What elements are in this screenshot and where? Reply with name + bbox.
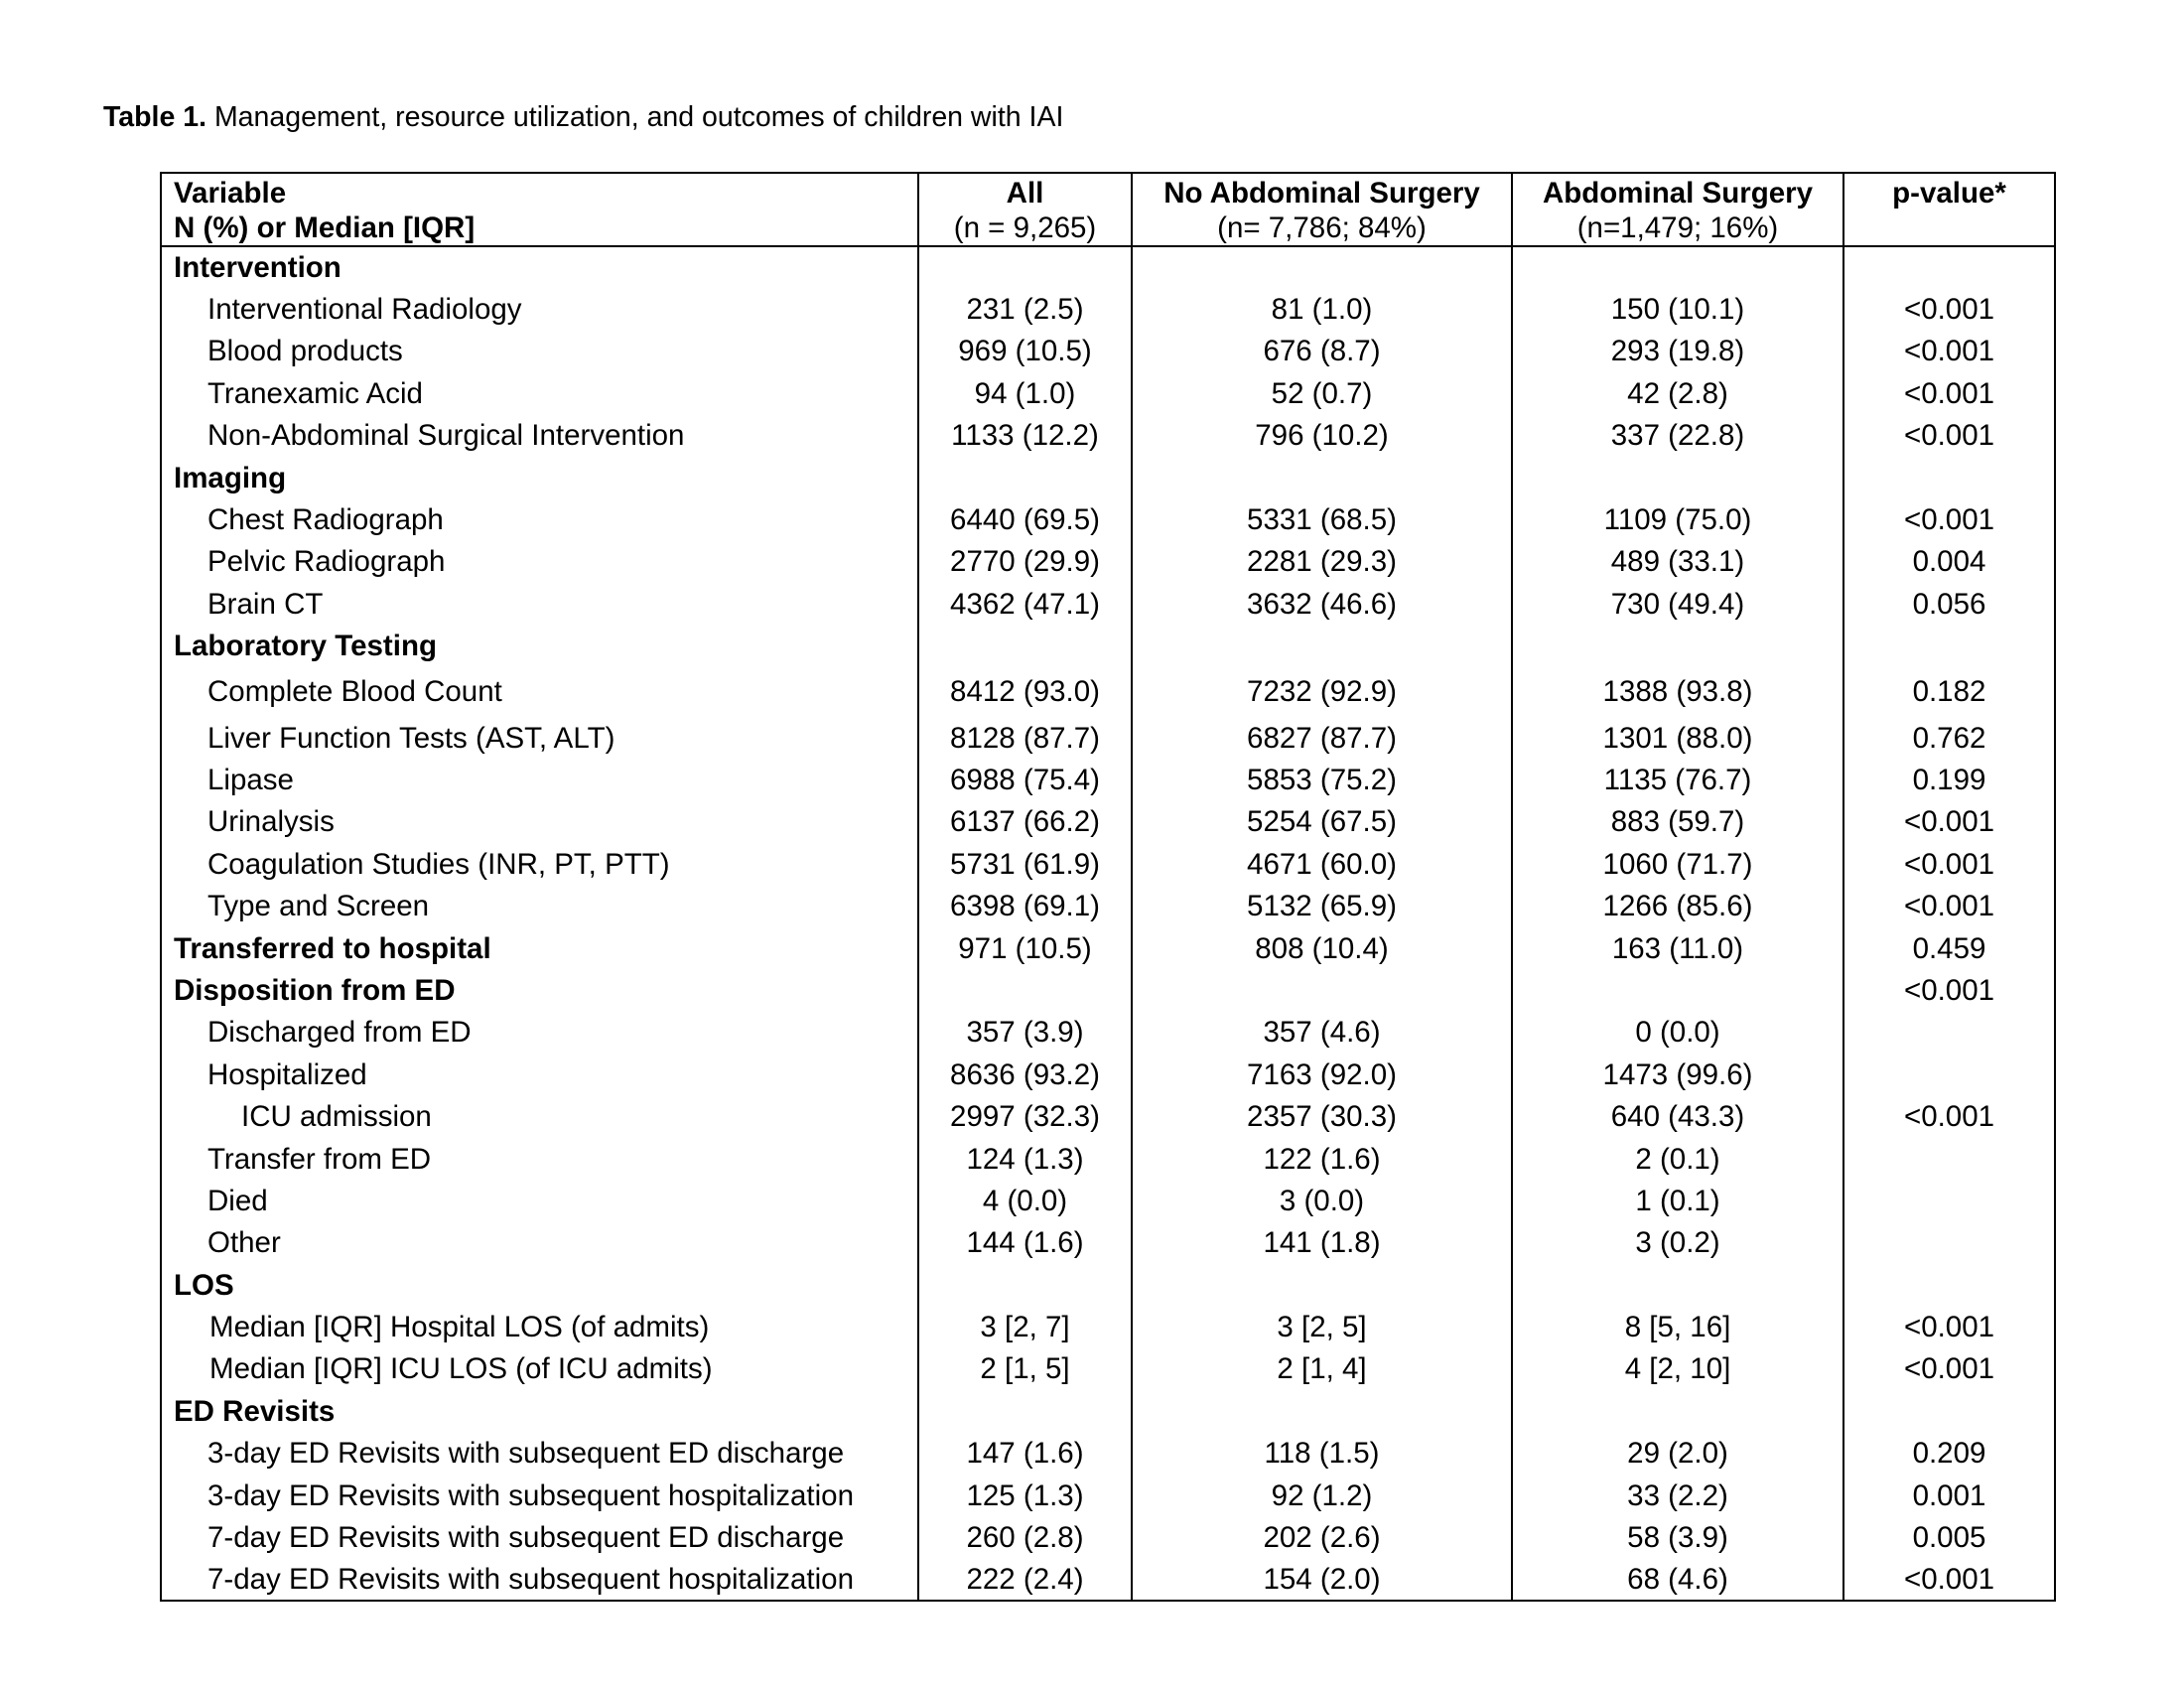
surgery-cell: 3 (0.2): [1512, 1222, 1843, 1264]
results-table: [160, 172, 2056, 1602]
variable-cell: ED Revisits: [161, 1390, 918, 1432]
surgery-cell: 883 (59.7): [1512, 801, 1843, 843]
table-row: [161, 583, 2055, 625]
p-value-cell: <0.001: [1843, 801, 2055, 843]
surgery-cell: 640 (43.3): [1512, 1095, 1843, 1137]
header-line1: Variable: [174, 177, 287, 210]
table-row: [161, 717, 2055, 759]
no-surgery-cell: 4671 (60.0): [1132, 843, 1512, 885]
no-surgery-cell: 52 (0.7): [1132, 372, 1512, 414]
all-cell: 231 (2.5): [918, 288, 1132, 330]
variable-cell: Discharged from ED: [161, 1012, 918, 1054]
no-surgery-cell: 2281 (29.3): [1132, 541, 1512, 583]
p-value-cell: <0.001: [1843, 415, 2055, 457]
variable-cell: Transfer from ED: [161, 1138, 918, 1180]
surgery-cell: 42 (2.8): [1512, 372, 1843, 414]
variable-cell: Blood products: [161, 331, 918, 372]
variable-cell: Died: [161, 1180, 918, 1221]
p-value-cell: <0.001: [1843, 331, 2055, 372]
surgery-cell: 68 (4.6): [1512, 1559, 1843, 1601]
variable-cell: 7-day ED Revisits with subsequent ED discharge: [161, 1516, 918, 1558]
header-line1: All: [1006, 177, 1044, 210]
header-line2: (n = 9,265): [953, 211, 1097, 244]
p-value-cell: 0.459: [1843, 927, 2055, 969]
all-cell: 6137 (66.2): [918, 801, 1132, 843]
all-cell: 94 (1.0): [918, 372, 1132, 414]
variable-cell: Interventional Radiology: [161, 288, 918, 330]
surgery-cell: 58 (3.9): [1512, 1516, 1843, 1558]
table-row: [161, 1475, 2055, 1516]
header-line1: No Abdominal Surgery: [1163, 177, 1480, 210]
all-cell: 125 (1.3): [918, 1475, 1132, 1516]
no-surgery-cell: 796 (10.2): [1132, 415, 1512, 457]
table-body: [161, 246, 2055, 1601]
table-row: [161, 1559, 2055, 1601]
p-value-cell: 0.004: [1843, 541, 2055, 583]
table-row: [161, 801, 2055, 843]
p-value-cell: [1843, 1222, 2055, 1264]
header-all: [918, 173, 1132, 246]
variable-cell: Type and Screen: [161, 885, 918, 926]
header-p-value: [1843, 173, 2055, 246]
table-row: [161, 667, 2055, 717]
table-row: [161, 885, 2055, 926]
all-cell: 260 (2.8): [918, 1516, 1132, 1558]
p-value-cell: [1843, 457, 2055, 498]
table-row: [161, 1516, 2055, 1558]
header-no-abdominal-surgery: [1132, 173, 1512, 246]
table-row: [161, 1054, 2055, 1095]
p-value-cell: [1843, 1054, 2055, 1095]
table-section-row: [161, 1264, 2055, 1306]
variable-cell: Median [IQR] ICU LOS (of ICU admits): [161, 1348, 918, 1390]
all-cell: 2770 (29.9): [918, 541, 1132, 583]
header-line2: (n=1,479; 16%): [1576, 211, 1779, 244]
caption-label: Table 1.: [103, 101, 207, 133]
p-value-cell: <0.001: [1843, 843, 2055, 885]
no-surgery-cell: 3632 (46.6): [1132, 583, 1512, 625]
table-section-row: [161, 457, 2055, 498]
no-surgery-cell: [1132, 969, 1512, 1011]
table-row: [161, 759, 2055, 800]
variable-cell: 3-day ED Revisits with subsequent hospitalization: [161, 1475, 918, 1516]
surgery-cell: 33 (2.2): [1512, 1475, 1843, 1516]
p-value-cell: <0.001: [1843, 1095, 2055, 1137]
surgery-cell: 1 (0.1): [1512, 1180, 1843, 1221]
no-surgery-cell: 5331 (68.5): [1132, 498, 1512, 540]
all-cell: 971 (10.5): [918, 927, 1132, 969]
no-surgery-cell: 5853 (75.2): [1132, 759, 1512, 800]
table-row: [161, 498, 2055, 540]
no-surgery-cell: 676 (8.7): [1132, 331, 1512, 372]
surgery-cell: 1109 (75.0): [1512, 498, 1843, 540]
p-value-cell: <0.001: [1843, 1348, 2055, 1390]
table-row: [161, 541, 2055, 583]
header-abdominal-surgery: [1512, 173, 1843, 246]
surgery-cell: [1512, 969, 1843, 1011]
all-cell: 5731 (61.9): [918, 843, 1132, 885]
all-cell: [918, 246, 1132, 288]
surgery-cell: [1512, 626, 1843, 667]
surgery-cell: 1473 (99.6): [1512, 1054, 1843, 1095]
surgery-cell: 337 (22.8): [1512, 415, 1843, 457]
variable-cell: Chest Radiograph: [161, 498, 918, 540]
no-surgery-cell: 5254 (67.5): [1132, 801, 1512, 843]
variable-cell: Other: [161, 1222, 918, 1264]
variable-cell: Disposition from ED: [161, 969, 918, 1011]
all-cell: 4362 (47.1): [918, 583, 1132, 625]
no-surgery-cell: 141 (1.8): [1132, 1222, 1512, 1264]
surgery-cell: 293 (19.8): [1512, 331, 1843, 372]
p-value-cell: <0.001: [1843, 1306, 2055, 1347]
p-value-cell: 0.001: [1843, 1475, 2055, 1516]
all-cell: 4 (0.0): [918, 1180, 1132, 1221]
table-row: [161, 288, 2055, 330]
no-surgery-cell: 808 (10.4): [1132, 927, 1512, 969]
table-section-row: [161, 927, 2055, 969]
all-cell: 2 [1, 5]: [918, 1348, 1132, 1390]
table-row: [161, 1138, 2055, 1180]
table-row: [161, 1306, 2055, 1347]
header-line1: Abdominal Surgery: [1542, 177, 1814, 210]
variable-cell: Tranexamic Acid: [161, 372, 918, 414]
all-cell: 144 (1.6): [918, 1222, 1132, 1264]
surgery-cell: 1388 (93.8): [1512, 667, 1843, 717]
p-value-cell: <0.001: [1843, 969, 2055, 1011]
all-cell: [918, 969, 1132, 1011]
variable-cell: Hospitalized: [161, 1054, 918, 1095]
no-surgery-cell: 154 (2.0): [1132, 1559, 1512, 1601]
table-section-row: [161, 1390, 2055, 1432]
surgery-cell: 1135 (76.7): [1512, 759, 1843, 800]
table-row: [161, 843, 2055, 885]
variable-cell: Lipase: [161, 759, 918, 800]
table-row: [161, 331, 2055, 372]
no-surgery-cell: 3 [2, 5]: [1132, 1306, 1512, 1347]
p-value-cell: [1843, 1264, 2055, 1306]
header-line2: N (%) or Median [IQR]: [174, 211, 476, 244]
table-row: [161, 1012, 2055, 1054]
table-row: [161, 1222, 2055, 1264]
no-surgery-cell: [1132, 1264, 1512, 1306]
no-surgery-cell: 122 (1.6): [1132, 1138, 1512, 1180]
variable-cell: Laboratory Testing: [161, 626, 918, 667]
p-value-cell: 0.209: [1843, 1433, 2055, 1475]
all-cell: 357 (3.9): [918, 1012, 1132, 1054]
p-value-cell: <0.001: [1843, 372, 2055, 414]
variable-cell: LOS: [161, 1264, 918, 1306]
variable-cell: Brain CT: [161, 583, 918, 625]
p-value-cell: 0.199: [1843, 759, 2055, 800]
variable-cell: Median [IQR] Hospital LOS (of admits): [161, 1306, 918, 1347]
table-header: [161, 173, 2055, 246]
p-value-cell: [1843, 626, 2055, 667]
variable-cell: Imaging: [161, 457, 918, 498]
surgery-cell: 1266 (85.6): [1512, 885, 1843, 926]
caption-text: Management, resource utilization, and outcomes of children with IAI: [213, 101, 1064, 133]
table-row: [161, 415, 2055, 457]
table-section-row: [161, 969, 2055, 1011]
table-row: [161, 372, 2055, 414]
all-cell: 8636 (93.2): [918, 1054, 1132, 1095]
variable-cell: Liver Function Tests (AST, ALT): [161, 717, 918, 759]
header-line1: p-value*: [1892, 177, 2006, 210]
surgery-cell: 1301 (88.0): [1512, 717, 1843, 759]
all-cell: 124 (1.3): [918, 1138, 1132, 1180]
all-cell: 8128 (87.7): [918, 717, 1132, 759]
no-surgery-cell: 2357 (30.3): [1132, 1095, 1512, 1137]
no-surgery-cell: 2 [1, 4]: [1132, 1348, 1512, 1390]
surgery-cell: 1060 (71.7): [1512, 843, 1843, 885]
variable-cell: Transferred to hospital: [161, 927, 918, 969]
variable-cell: Urinalysis: [161, 801, 918, 843]
all-cell: 8412 (93.0): [918, 667, 1132, 717]
table-row: [161, 1433, 2055, 1475]
all-cell: 6440 (69.5): [918, 498, 1132, 540]
p-value-cell: <0.001: [1843, 288, 2055, 330]
all-cell: 6988 (75.4): [918, 759, 1132, 800]
variable-cell: 3-day ED Revisits with subsequent ED discharge: [161, 1433, 918, 1475]
surgery-cell: 730 (49.4): [1512, 583, 1843, 625]
surgery-cell: 489 (33.1): [1512, 541, 1843, 583]
surgery-cell: 4 [2, 10]: [1512, 1348, 1843, 1390]
table-section-row: [161, 246, 2055, 288]
no-surgery-cell: 7232 (92.9): [1132, 667, 1512, 717]
header-line2: (n= 7,786; 84%): [1217, 211, 1427, 244]
no-surgery-cell: [1132, 626, 1512, 667]
table-row: [161, 1095, 2055, 1137]
variable-cell: Non-Abdominal Surgical Intervention: [161, 415, 918, 457]
all-cell: [918, 457, 1132, 498]
surgery-cell: 29 (2.0): [1512, 1433, 1843, 1475]
p-value-cell: [1843, 1138, 2055, 1180]
p-value-cell: [1843, 1390, 2055, 1432]
table-caption: [103, 101, 1063, 134]
p-value-cell: [1843, 1012, 2055, 1054]
p-value-cell: <0.001: [1843, 1559, 2055, 1601]
header-variable: [161, 173, 918, 246]
surgery-cell: 8 [5, 16]: [1512, 1306, 1843, 1347]
surgery-cell: 0 (0.0): [1512, 1012, 1843, 1054]
surgery-cell: 150 (10.1): [1512, 288, 1843, 330]
all-cell: [918, 1264, 1132, 1306]
all-cell: 3 [2, 7]: [918, 1306, 1132, 1347]
no-surgery-cell: 5132 (65.9): [1132, 885, 1512, 926]
all-cell: 2997 (32.3): [918, 1095, 1132, 1137]
surgery-cell: [1512, 246, 1843, 288]
surgery-cell: [1512, 457, 1843, 498]
table-section-row: [161, 626, 2055, 667]
all-cell: [918, 626, 1132, 667]
surgery-cell: 2 (0.1): [1512, 1138, 1843, 1180]
all-cell: 147 (1.6): [918, 1433, 1132, 1475]
all-cell: 222 (2.4): [918, 1559, 1132, 1601]
p-value-cell: 0.005: [1843, 1516, 2055, 1558]
no-surgery-cell: 357 (4.6): [1132, 1012, 1512, 1054]
variable-cell: ICU admission: [161, 1095, 918, 1137]
no-surgery-cell: 6827 (87.7): [1132, 717, 1512, 759]
p-value-cell: 0.056: [1843, 583, 2055, 625]
p-value-cell: <0.001: [1843, 498, 2055, 540]
no-surgery-cell: 118 (1.5): [1132, 1433, 1512, 1475]
no-surgery-cell: [1132, 1390, 1512, 1432]
no-surgery-cell: 81 (1.0): [1132, 288, 1512, 330]
no-surgery-cell: [1132, 457, 1512, 498]
variable-cell: Intervention: [161, 246, 918, 288]
variable-cell: Pelvic Radiograph: [161, 541, 918, 583]
p-value-cell: 0.762: [1843, 717, 2055, 759]
no-surgery-cell: [1132, 246, 1512, 288]
surgery-cell: [1512, 1390, 1843, 1432]
variable-cell: 7-day ED Revisits with subsequent hospitalization: [161, 1559, 918, 1601]
no-surgery-cell: 92 (1.2): [1132, 1475, 1512, 1516]
no-surgery-cell: 3 (0.0): [1132, 1180, 1512, 1221]
p-value-cell: [1843, 246, 2055, 288]
all-cell: 1133 (12.2): [918, 415, 1132, 457]
p-value-cell: 0.182: [1843, 667, 2055, 717]
p-value-cell: <0.001: [1843, 885, 2055, 926]
table-row: [161, 1348, 2055, 1390]
no-surgery-cell: 202 (2.6): [1132, 1516, 1512, 1558]
surgery-cell: [1512, 1264, 1843, 1306]
variable-cell: Coagulation Studies (INR, PT, PTT): [161, 843, 918, 885]
all-cell: 969 (10.5): [918, 331, 1132, 372]
all-cell: 6398 (69.1): [918, 885, 1132, 926]
p-value-cell: [1843, 1180, 2055, 1221]
no-surgery-cell: 7163 (92.0): [1132, 1054, 1512, 1095]
variable-cell: Complete Blood Count: [161, 667, 918, 717]
table-row: [161, 1180, 2055, 1221]
surgery-cell: 163 (11.0): [1512, 927, 1843, 969]
all-cell: [918, 1390, 1132, 1432]
